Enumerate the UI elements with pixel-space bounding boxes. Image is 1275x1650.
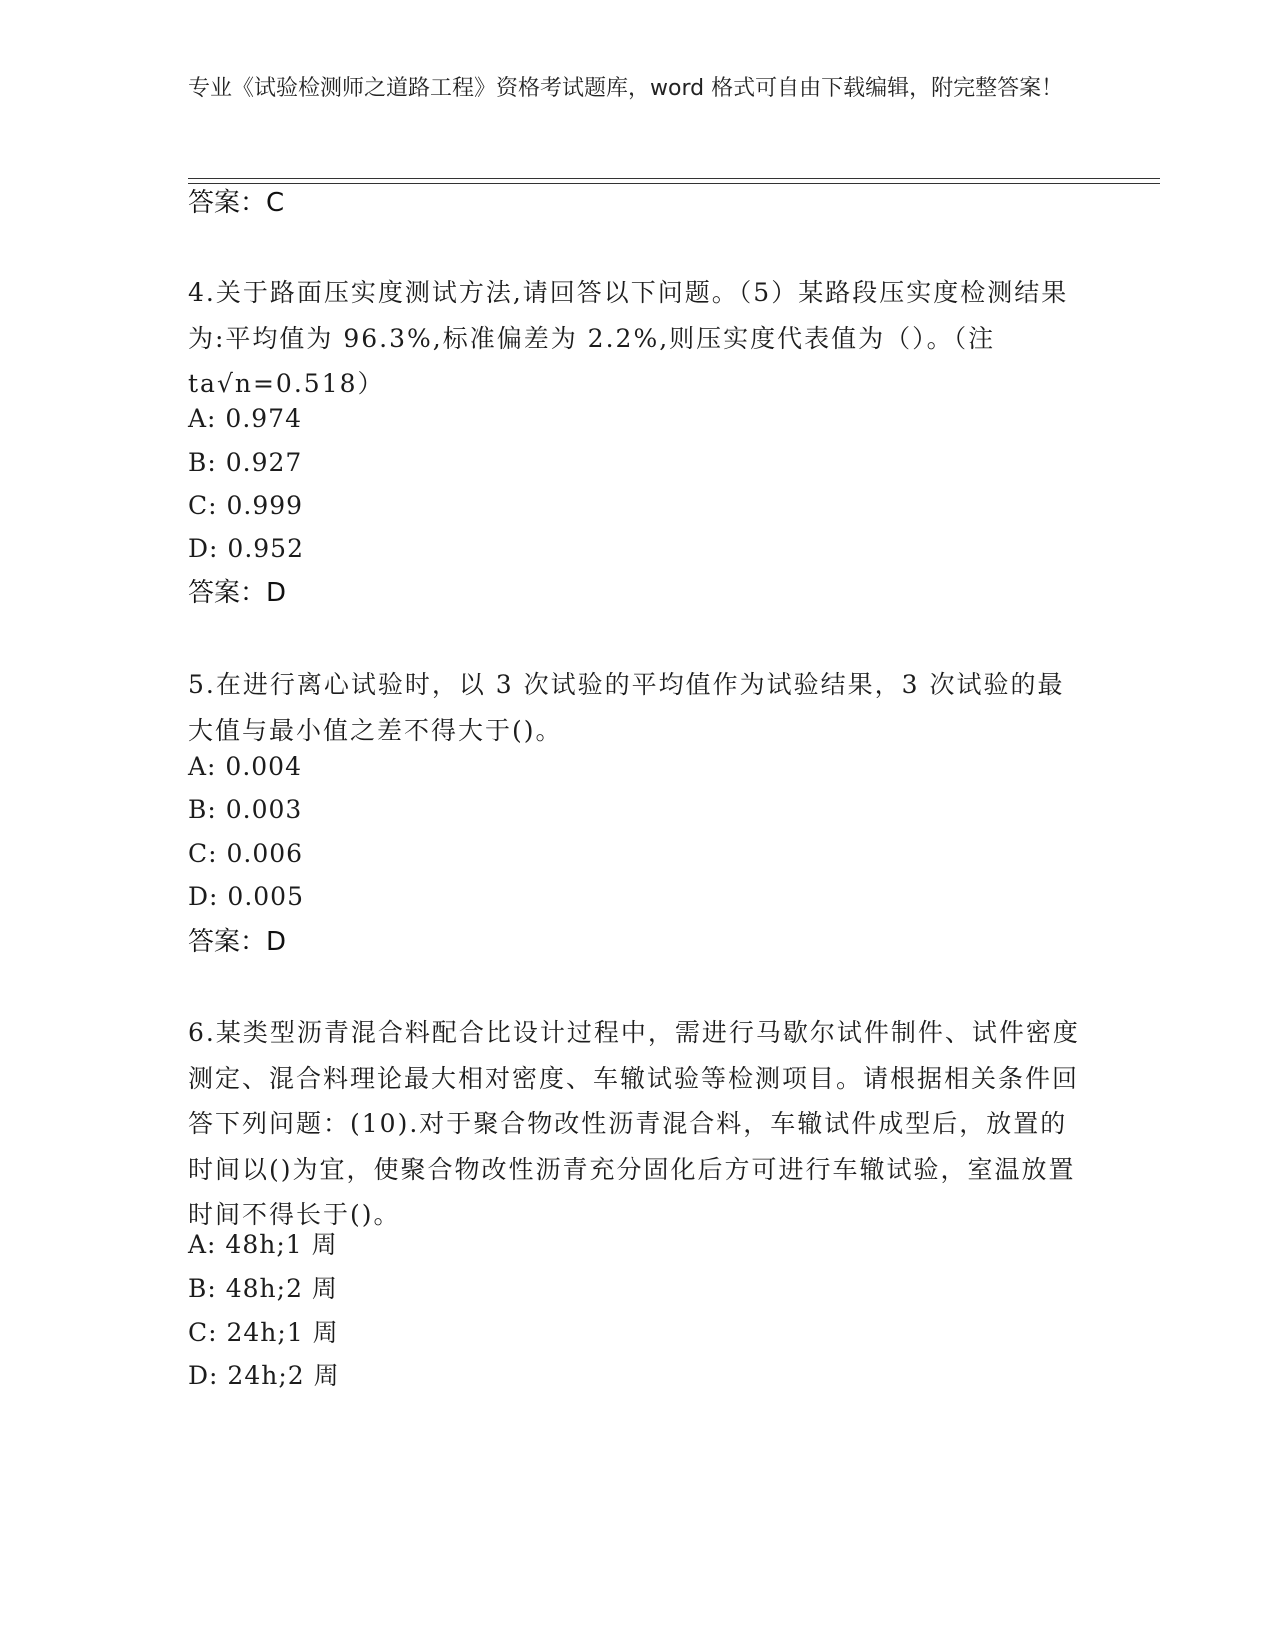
header-divider-top <box>188 178 1160 179</box>
question-5-option-a: A: 0.004 <box>188 752 302 781</box>
answer-q3: 答案：C <box>188 188 285 218</box>
answer-q4: 答案：D <box>188 578 287 608</box>
question-5-option-b: B: 0.003 <box>188 795 303 824</box>
question-4-option-c: C: 0.999 <box>188 491 304 520</box>
question-6-option-a: A: 48h;1 周 <box>188 1230 338 1259</box>
question-5-option-c: C: 0.006 <box>188 839 304 868</box>
question-4-option-b: B: 0.927 <box>188 448 303 477</box>
question-4-option-d: D: 0.952 <box>188 534 304 563</box>
question-6-option-d: D: 24h;2 周 <box>188 1361 340 1390</box>
document-header: 专业《试验检测师之道路工程》资格考试题库，word 格式可自由下载编辑，附完整答案！ <box>188 76 1064 101</box>
answer-q5: 答案：D <box>188 927 287 957</box>
question-6-option-c: C: 24h;1 周 <box>188 1318 339 1347</box>
header-divider-bottom <box>188 183 1160 184</box>
question-4-text: 4.关于路面压实度测试方法,请回答以下问题。（5）某路段压实度检测结果为:平均值为 96.3%,标准偏差为 2.2%,则压实度代表值为（）。（注 ta√n=0.518） <box>188 278 1069 398</box>
question-5-text: 5.在进行离心试验时，以 3 次试验的平均值作为试验结果，3 次试验的最大值与最小值之差不得大于()。 <box>188 670 1065 745</box>
question-4-option-a: A: 0.974 <box>188 404 302 433</box>
question-5-option-d: D: 0.005 <box>188 882 304 911</box>
question-6-option-b: B: 48h;2 周 <box>188 1274 338 1303</box>
question-6-text: 6.某类型沥青混合料配合比设计过程中，需进行马歇尔试件制件、试件密度测定、混合料理论最大相对密度、车辙试验等检测项目。请根据相关条件回答下列问题：(10).对于聚合物改性沥青混合料，车辙试件成型后，放置的时间以()为宜，使聚合物改性沥青充分固化后方可进行车辙试验，室温放置时间不得长于()。 <box>188 1018 1080 1229</box>
